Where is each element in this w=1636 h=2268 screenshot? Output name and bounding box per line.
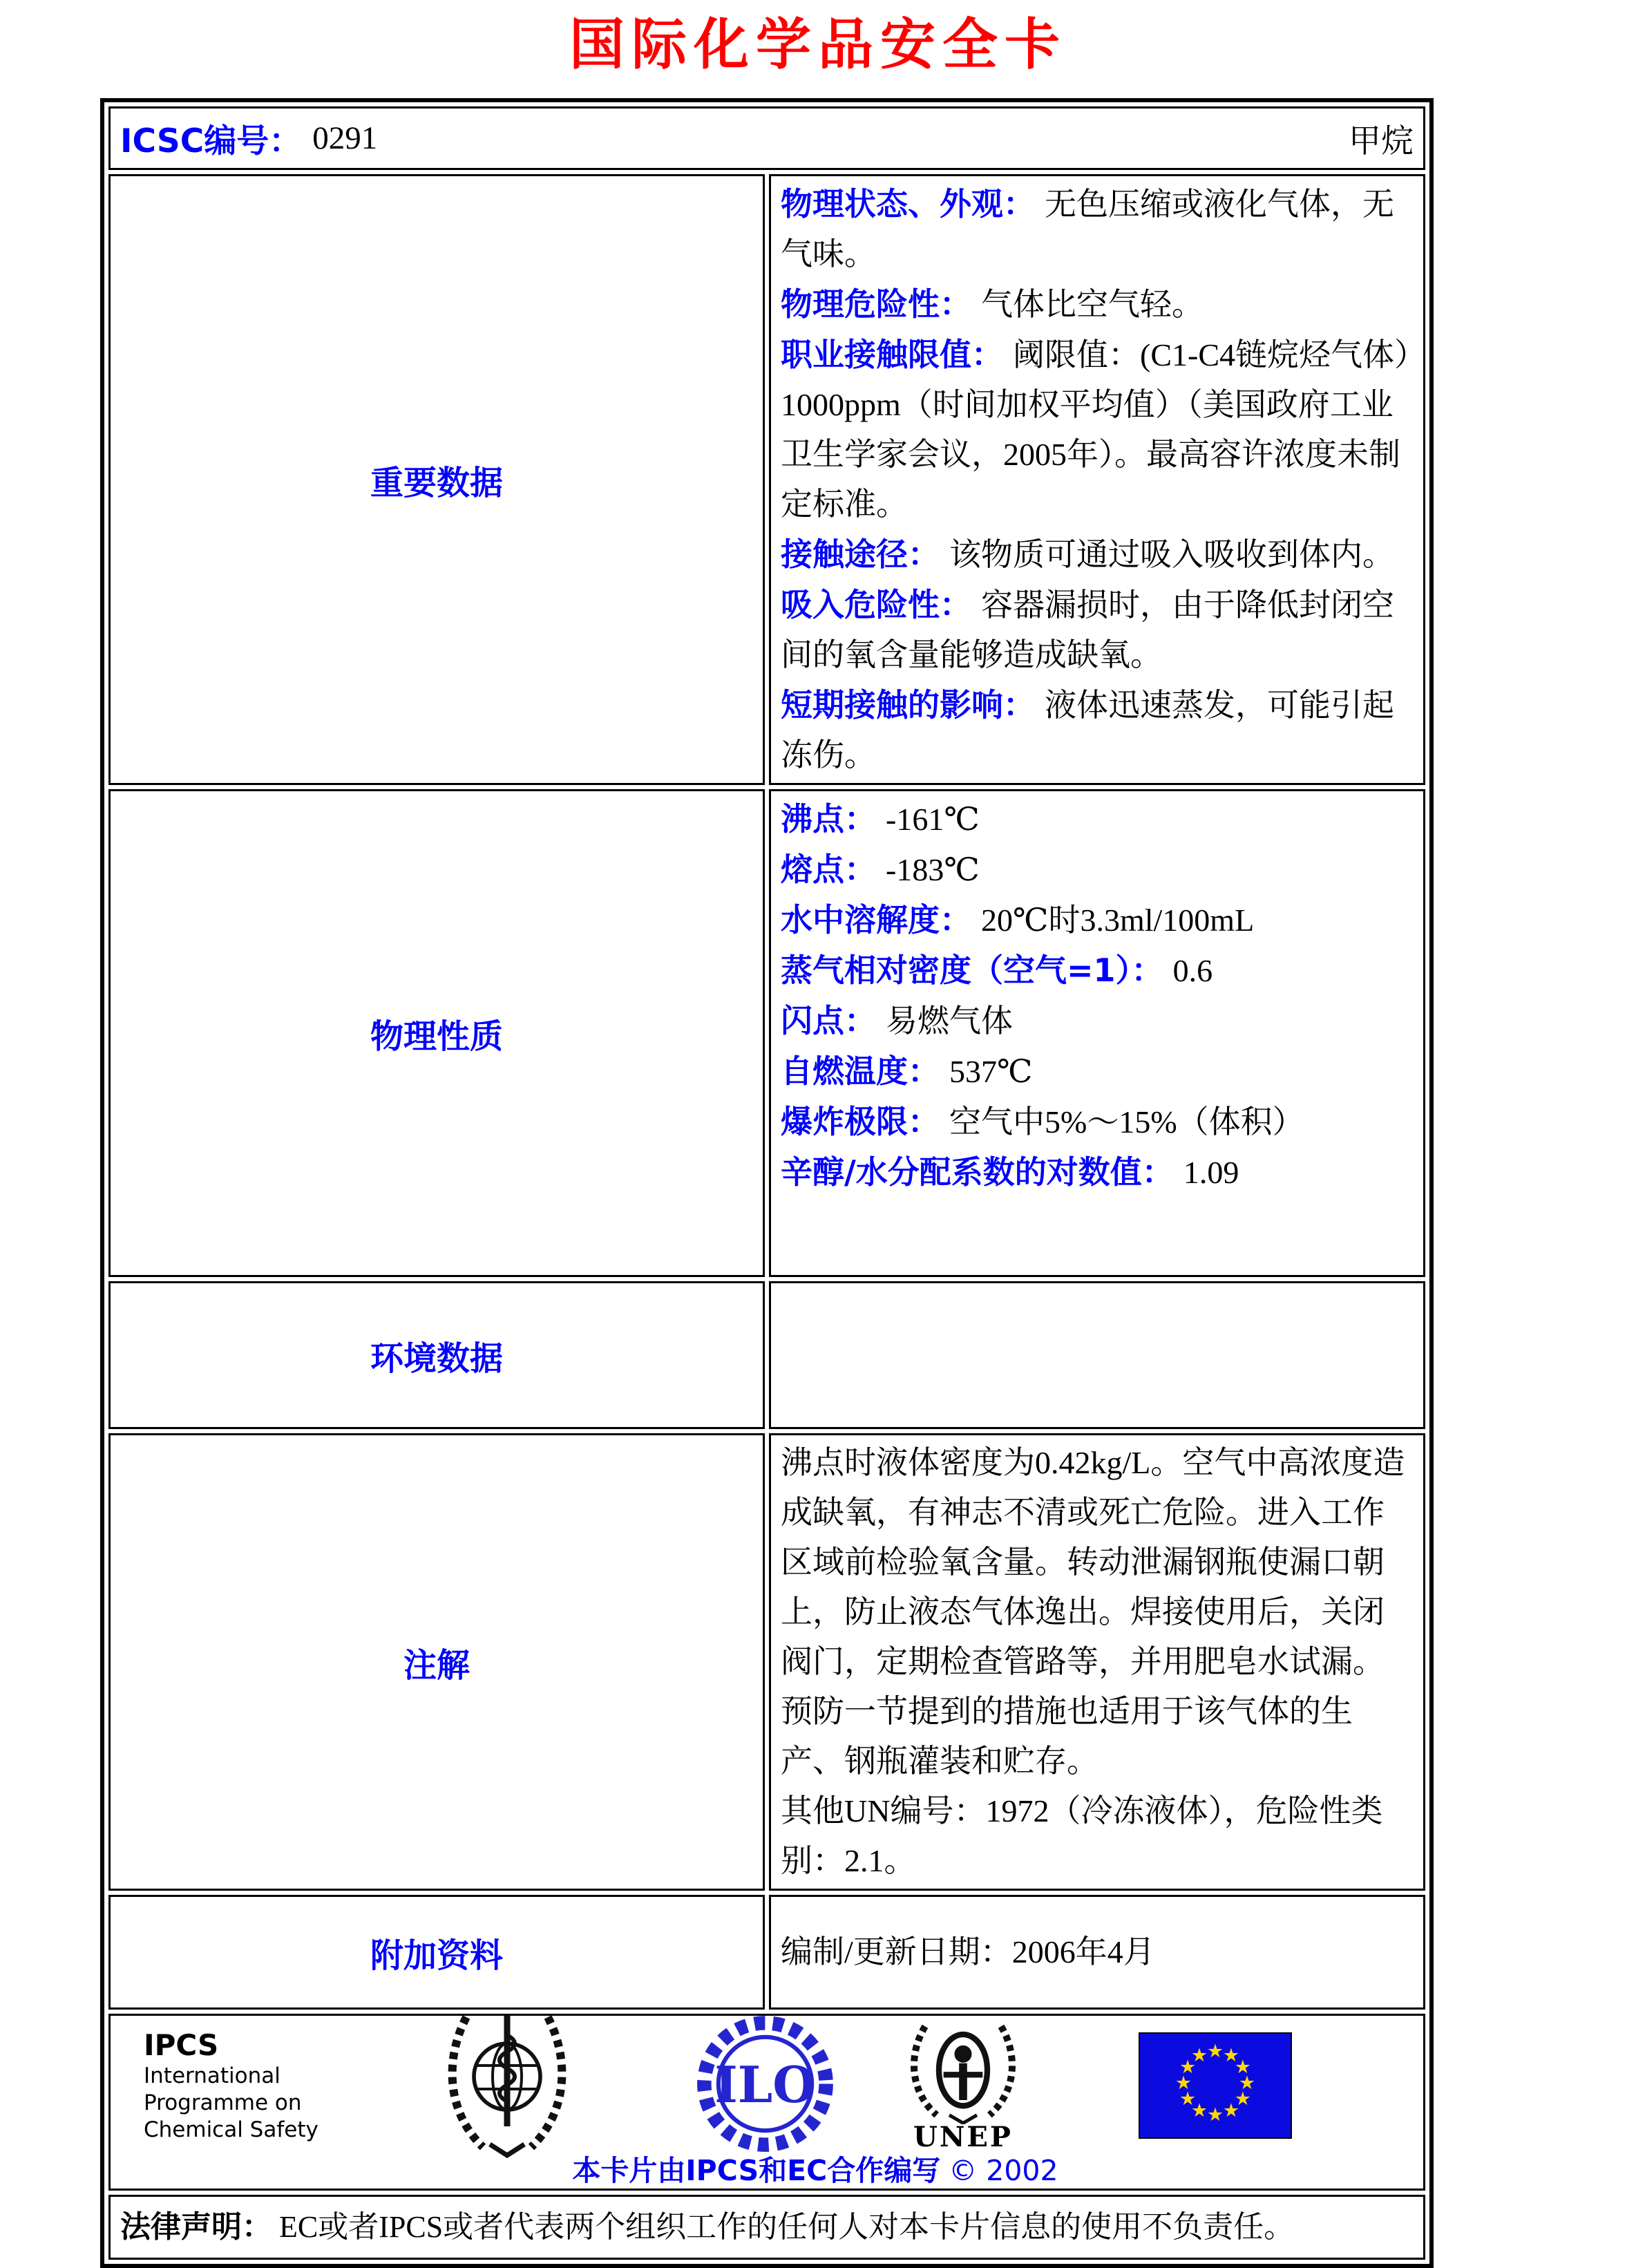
field-label: 物理状态、外观： [781, 185, 1035, 223]
ipcs-acronym: IPCS [144, 2028, 219, 2062]
ilo-logo-text: ILO [714, 2056, 816, 2115]
field-value: 1.09 [1183, 1155, 1239, 1190]
ilo-logo-icon [694, 2014, 836, 2158]
field-label: 物理危险性： [781, 285, 971, 323]
field-line [781, 529, 1412, 580]
field-line [781, 844, 1412, 895]
physical-properties-row-label: 物理性质 [108, 789, 765, 1277]
eu-star-icon: ★ [1179, 2057, 1197, 2077]
field-line [781, 580, 1412, 680]
notes-content [769, 1433, 1425, 1891]
field-line [781, 179, 1412, 279]
safety-card-table [100, 98, 1434, 2268]
icsc-number-label: ICSC编号： [120, 122, 302, 160]
legal-notice-text: EC或者IPCS或者代表两个组织工作的任何人对本卡片信息的使用不负责任。 [279, 2210, 1295, 2244]
eu-star-icon: ★ [1190, 2099, 1208, 2121]
field-value: 容器漏损时，由于降低封闭空间的氧含量能够造成缺氧。 [781, 587, 1394, 672]
ipcs-line: International [144, 2063, 280, 2088]
eu-star-icon: ★ [1234, 2088, 1251, 2109]
field-value: 该物质可通过吸入吸收到体内。 [949, 537, 1394, 572]
eu-star-icon: ★ [1222, 2045, 1240, 2066]
notes-row-label: 注解 [108, 1433, 765, 1891]
field-value: 易燃气体 [886, 1003, 1013, 1039]
field-label: 水中溶解度： [781, 901, 971, 938]
eu-star-icon: ★ [1206, 2104, 1224, 2125]
legal-notice-cell [108, 2195, 1425, 2260]
field-label: 吸入危险性： [781, 586, 971, 623]
logos-row-cell [108, 2014, 1425, 2191]
logos-strip [111, 2020, 1423, 2151]
cooperation-caption [111, 2154, 1423, 2187]
who-logo-icon [441, 2014, 573, 2167]
row-environmental-data [108, 1281, 1425, 1429]
field-label: 接触途径： [781, 536, 940, 573]
field-value: 液体迅速蒸发，可能引起冻伤。 [781, 688, 1394, 773]
caption-text: 本卡片由IPCS和EC合作编写 [572, 2154, 941, 2187]
eu-star-icon: ★ [1234, 2057, 1251, 2077]
field-label: 职业接触限值： [781, 336, 1003, 373]
eu-star-icon: ★ [1179, 2088, 1197, 2109]
ipcs-line: Chemical Safety [144, 2117, 318, 2142]
caption-year: © 2002 [949, 2154, 1058, 2187]
field-label: 熔点： [781, 851, 876, 888]
field-value: 气体比空气轻。 [981, 287, 1204, 322]
update-date-label: 编制/更新日期： [781, 1934, 1012, 1969]
field-label: 辛醇/水分配系数的对数值： [781, 1153, 1174, 1191]
icsc-number-value: 0291 [312, 120, 378, 156]
important-data-row-label: 重要数据 [108, 174, 765, 785]
row-icsc [108, 106, 1425, 170]
field-value: 阈限值：(C1-C4链烷烃气体）1000ppm（时间加权平均值）（美国政府工业卫生学家会议，2005年）。最高容许浓度未制定标准。 [781, 337, 1410, 522]
legal-notice-label: 法律声明： [120, 2209, 272, 2245]
field-line [781, 945, 1412, 996]
field-label: 自燃温度： [781, 1052, 940, 1090]
field-line [781, 680, 1412, 780]
row-legal-notice [108, 2195, 1425, 2260]
field-line [781, 794, 1412, 844]
eu-star-icon: ★ [1238, 2072, 1256, 2093]
field-line [781, 996, 1412, 1046]
eu-star-icon: ★ [1206, 2041, 1224, 2061]
environmental-data-content [769, 1281, 1425, 1429]
field-value: 无色压缩或液化气体，无气味。 [781, 187, 1394, 272]
notes-paragraph: 沸点时液体密度为0.42kg/L。空气中高浓度造成缺氧，有神志不清或死亡危险。进入工作区域前检验氧含量。转动泄漏钢瓶使漏口朝上，防止液态气体逸出。焊接使用后，关闭阀门，定期检查管路等，并用肥皂水试漏。预防一节提到的措施也适用于该气体的生产、钢瓶灌装和贮存。 [781, 1445, 1405, 1779]
field-value: -161℃ [886, 802, 980, 837]
unep-logo-text: UNEP [913, 2120, 1013, 2153]
update-date-value: 2006年4月 [1011, 1934, 1155, 1969]
row-additional-info [108, 1895, 1425, 2010]
field-value: -183℃ [886, 852, 980, 887]
field-value: 空气中5%～15%（体积） [949, 1104, 1304, 1140]
field-line [781, 330, 1412, 529]
row-logos [108, 2014, 1425, 2191]
field-line [781, 895, 1412, 945]
row-notes [108, 1433, 1425, 1891]
field-line [781, 1097, 1412, 1147]
page-title: 国际化学品安全卡 [569, 12, 1067, 77]
field-label: 闪点： [781, 1002, 876, 1039]
physical-properties-content [769, 789, 1425, 1277]
row-important-data [108, 174, 1425, 785]
eu-flag-icon [1139, 2032, 1292, 2139]
eu-star-icon: ★ [1222, 2099, 1240, 2121]
field-label: 沸点： [781, 800, 876, 838]
ipcs-line: Programme on [144, 2090, 302, 2115]
update-date-line [781, 1931, 1412, 1973]
field-line [781, 1046, 1412, 1097]
field-value: 537℃ [949, 1054, 1033, 1089]
notes-un-number-line: 其他UN编号：1972（冷冻液体），危险性类别：2.1。 [781, 1793, 1383, 1878]
field-value: 0.6 [1172, 953, 1213, 988]
field-line [781, 279, 1412, 330]
field-line [781, 1147, 1412, 1198]
chemical-name: 甲烷 [1349, 123, 1414, 160]
ipcs-text-block [144, 2028, 372, 2144]
icsc-row-cell [108, 106, 1425, 170]
row-physical-properties [108, 789, 1425, 1277]
field-label: 蒸气相对密度（空气=1）： [781, 952, 1163, 989]
field-value: 20℃时3.3ml/100mL [981, 903, 1255, 938]
eu-star-icon: ★ [1174, 2072, 1192, 2093]
additional-info-row-label: 附加资料 [108, 1895, 765, 2010]
field-label: 短期接触的影响： [781, 686, 1035, 724]
important-data-content [769, 174, 1425, 785]
additional-info-content [769, 1895, 1425, 2010]
unep-logo-icon [905, 2021, 1021, 2151]
environmental-data-row-label: 环境数据 [108, 1281, 765, 1429]
eu-star-icon: ★ [1190, 2045, 1208, 2066]
field-label: 爆炸极限： [781, 1103, 940, 1140]
